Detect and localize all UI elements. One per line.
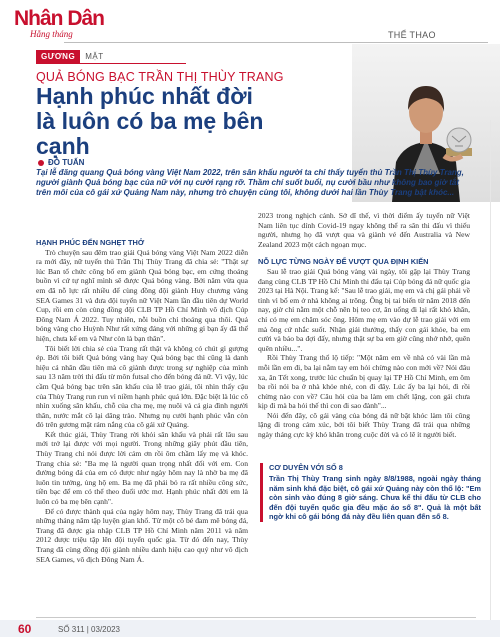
headline-line-1: Hạnh phúc nhất đời xyxy=(36,83,253,109)
article-lead: Tại lễ đăng quang Quả bóng vàng Việt Nam 2022, trên sân khấu người ta chỉ thấy tuyển thủ Trần Thị Thùy Trang, người giành Quả bóng bạc của nữ với nụ cười rạng rỡ. Thầm chí suốt buổi, nụ cười bầu như không bao giờ tắt trên môi của cô gái xứ Quảng Nam này, nhưng trò chuyện cùng tôi, không dưới hai lần Thùy Trang bật khóc... xyxy=(36,168,464,198)
paragraph: Rồi Thùy Trang thổ lộ tiếp: "Một năm em về nhà có vài lần mà mỗi lần em đi, ba lại nằm tay em hỏi chừng nào con mới về? Nói đâu xa, ăn Tết xong, trước lúc chuẩn bị quay lại TP Hồ Chí Minh, em ôm ba rồi nói ba ở nhà khỏe nhé, con đi đây. Lúc ấy ba lại hỏi, đi rồi chừng nào con về? Câu hỏi của ba làm em chết lặng, con gái chưa kịp đi mà ba hỏi thế thì con đi sao đành"... xyxy=(258,353,470,411)
section-label-primary: GƯƠNG xyxy=(36,50,80,63)
column-2-subheading: NỖ LỰC TỪNG NGÀY ĐỂ VƯỢT QUA ĐỊNH KIẾN xyxy=(258,257,429,267)
section-label-secondary: MẶT xyxy=(85,51,104,61)
byline-dot-icon xyxy=(38,160,44,166)
author-byline xyxy=(38,158,84,167)
section-badge xyxy=(36,49,109,63)
page-number: 60 xyxy=(18,622,32,636)
paragraph: Trò chuyện sau đêm trao giải Quả bóng vàng Việt Nam 2022 diễn ra mới đây, nữ tuyển thủ Trần Thị Thùy Trang đã chia sẻ: "Thật sự lúc Ban tổ chức công bố em giành Quả bóng bạc, em cứng thoảng buồn vì cứ tự nghĩ mình sẽ được Quả bóng vàng. Bởi năm vừa qua em đã nỗ lực rất nhiều để cùng đồng đội giành Huy chương vàng SEA Games 31 và đưa đội tuyển nữ Việt Nam lần đầu tiên dự World Cup, rồi em còn cùng đồng đội CLB TP Hồ Chí Minh vô địch Cúp Đông Nam Á 2022. Tuy nhiên, nỗi buồn chỉ thoáng qua thôi. Quả bóng vàng cho Huỳnh Như rất xứng đáng với những gì bạn ấy đã thể hiện, chưa kể em và Như còn là bạn thân". xyxy=(36,247,248,343)
paragraph: Kết thúc giải, Thùy Trang rời khỏi sân khấu và phải rất lâu sau mới trở lại được với mọi người. Trong những giây phút đầu tiên, Thùy Trang chỉ nói được lời cảm ơn rồi ôm chầm lấy mẹ và khóc. Trang chia sẻ: "Ba mẹ là người quan trọng nhất đối với em. Con đường bóng đá của em có được như ngày hôm nay là nhờ ba mẹ đã luôn tin tưởng, ủng hộ em. Ba mẹ đã phải bỏ ra rất nhiều công sức, tiền bạc để em có thể theo đuổi ước mơ. Hạnh phúc nhất đời em là luôn có ba mẹ bên cạnh". xyxy=(36,429,248,507)
masthead-logo-subtitle: Hằng tháng xyxy=(30,29,73,39)
masthead-logo: Nhân Dân xyxy=(14,7,105,30)
page-edge-line xyxy=(490,120,491,620)
author-name: ĐỖ TUẤN xyxy=(48,158,85,167)
header-divider xyxy=(64,42,488,43)
sidebar-box xyxy=(260,463,481,522)
paragraph: Tôi biết lời chia sẻ của Trang rất thật và không có chút gì gượng ép. Bởi tôi biết Quả bóng vàng hay Quả bóng bạc thì cũng là danh hiệu cá nhân đầu tiên mà cô giành được trong sự nghiệp của mình sau 13 năm trời thi đấu từ môn futsal cho đến bóng đá nữ. Vì vậy, lúc cầm Quả bóng bạc trên sân khấu của lễ trao giải, tôi nhìn thấy cậu của Thùy Trang run run vì niềm hạnh phúc quá lớn. Đặc biệt là lúc cô nhìn xuống sân khấu, chỗ của cha mẹ, mẹ nuôi và cả gia đình người thân, nước mắt cô lại dâng trào. Nhưng nụ cười hạnh phúc vẫn còn đó trên gương mặt rám nắng của cô gái xứ Quảng. xyxy=(36,343,248,430)
footer-divider xyxy=(36,617,476,618)
paragraph: Để có được thành quả của ngày hôm nay, Thùy Trang đã trải qua những tháng năm tập luyện gian khổ. Từ một cô bé đam mê bóng đá, Trang đã được gia nhập CLB TP Hồ Chí Minh năm 2011 và năm 2012 được triệu tập lên đội tuyển quốc gia. Từ đó đến nay, Thùy Trang đã cùng đồng đội giành nhiều danh hiệu cao quý như vô địch SEA Games, vô địch Đông Nam Á. xyxy=(36,506,248,564)
article-column-1 xyxy=(36,238,248,564)
paragraph: 2023 trong nghịch cảnh. Sở dĩ thế, vì thời điểm ấy tuyển nữ Việt Nam liên tục dính Covid-19 ngay không thể ra sân thi đấu vì thiếu người, nhưng họ đã vượt qua và giành vé đến Australia và New Zealand 2023 một cách ngoạn mục. xyxy=(258,211,470,249)
paragraph: Sau lễ trao giải Quả bóng vàng vài ngày, tôi gặp lại Thùy Trang đang cùng CLB TP Hồ Chí Minh thi đấu tại Cúp bóng đá nữ quốc gia 2023 tại Hà Nội. Trang kể: "Sau lễ trao giải, mẹ em và chị gái phải về tỉnh vì bố em ở nhà không ai trông. Ông bị tai biến từ năm 2018 đến nay, giờ chỉ nằm một chỗ nên bị teo cơ, ăn uống đi lại rất khó khăn, chỉ có mẹ em chăm sóc ông. Hôm mẹ em vào dự lễ trao giải với em mà ông cứ nhắc suốt. Nhận giải thưởng, thấy con gái khỏe, ba em cười và bảo ba đợi đấy, nhưng thật sự ba em giờ cũng nhớ nhớ, quên quên nhiều...". xyxy=(258,266,470,353)
article-column-2 xyxy=(258,211,470,440)
article-kicker: QUẢ BÓNG BẠC TRẦN THỊ THÙY TRANG xyxy=(36,70,284,84)
category-label: THỂ THAO xyxy=(388,30,436,40)
column-1-subheading: HẠNH PHÚC ĐẾN NGHẸT THỞ xyxy=(36,238,145,247)
headline-line-2: là luôn có ba mẹ bên cạnh xyxy=(36,108,264,159)
section-underline xyxy=(36,63,186,64)
article-headline xyxy=(36,84,306,159)
sidebar-box-text: Trần Thị Thùy Trang sinh ngày 8/8/1988, ngoài ngày tháng năm sinh khá đặc biệt, cô gái xứ Quảng này còn thổ lộ: "Em còn sinh vào đúng 8 giờ sáng. Chưa kể thi đấu từ CLB cho đến đội tuyển quốc gia đều mặc áo số 8". Quả là một bất ngờ khi cô gái bóng đá này đều liên quan đến số 8. xyxy=(269,474,481,522)
paragraph: Nói đến đây, cô gái vàng của bóng đá nữ bật khóc làm tôi cũng lặng đi trong cảm xúc, bởi tôi biết Thùy Trang đã trải qua những ngày tháng cực kỳ khó khăn trong cuộc đời và có lẽ ít người biết. xyxy=(258,410,470,440)
issue-info: SỐ 311 | 03/2023 xyxy=(58,625,120,634)
sidebar-box-title: CƠ DUYÊN VỚI SỐ 8 xyxy=(269,463,343,472)
